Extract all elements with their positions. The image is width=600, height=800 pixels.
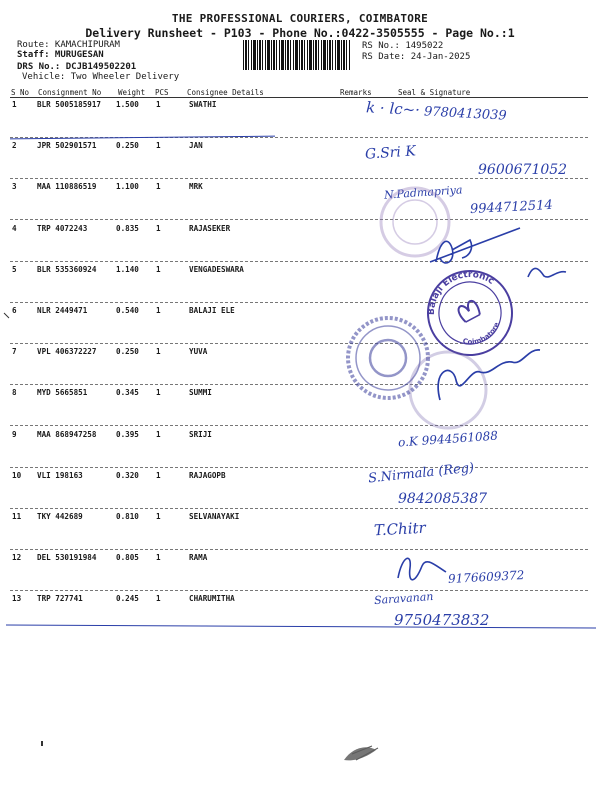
- signature-row2a: G.Sri K: [364, 143, 417, 163]
- row-consignment-no: BLR 535360924: [37, 264, 97, 274]
- margin-dot: [41, 741, 43, 746]
- row-sno: 4: [12, 223, 17, 233]
- row-sno: 3: [12, 182, 17, 192]
- phone-row9: o.K 9944561088: [397, 428, 499, 450]
- row-consignee: RAJAGOPB: [189, 470, 226, 480]
- row-consignment-no: NLR 2449471: [37, 306, 88, 315]
- row-consignee: RAJASEKER: [189, 223, 231, 233]
- row-sno: 1: [12, 100, 17, 109]
- phone-row2: 9600671052: [478, 162, 568, 178]
- signature-row3a: N.Padmapriya: [383, 183, 463, 202]
- col-remarks: Remarks: [340, 88, 372, 97]
- row-weight: 0.395: [116, 429, 139, 439]
- row-consignee: BALAJI ELE: [189, 306, 235, 315]
- signature-row1: k · lc~· 9780413039: [365, 98, 508, 124]
- row-weight: 1.100: [116, 182, 139, 192]
- row-weight: 0.245: [116, 594, 139, 604]
- row-consignee: SRIJI: [189, 429, 212, 439]
- row-consignee: JAN: [189, 141, 203, 151]
- row-consignee: SWATHI: [189, 100, 217, 109]
- margin-mark: [4, 313, 9, 318]
- row-sno: 6: [12, 306, 17, 315]
- drs-number: DRS No.: DCJB149502201: [17, 62, 137, 72]
- row-sno: 7: [12, 347, 17, 357]
- row-consignee: SUMMI: [189, 388, 212, 398]
- row-sno: 2: [12, 141, 17, 151]
- row-consignment-no: VLI 198163: [37, 470, 83, 480]
- faded-stamp-row8: [410, 352, 486, 428]
- signature-row12: [398, 558, 446, 579]
- phone-row12: 9176609372: [447, 568, 525, 586]
- row-weight: 0.810: [116, 512, 139, 521]
- ink-smudge: [344, 746, 378, 760]
- row-consignment-no: TKY 442689: [37, 512, 83, 521]
- row-sno: 8: [12, 388, 17, 398]
- route-label: Route: KAMACHIPURAM: [17, 40, 120, 50]
- row-consignment-no: MYD 5665851: [37, 388, 88, 398]
- row-consignment-no: JPR 502901571: [37, 141, 97, 151]
- signature-row11: T.Chitr: [373, 518, 427, 540]
- col-weight: Weight: [118, 88, 146, 97]
- row-consignment-no: TRP 4072243: [37, 223, 88, 233]
- company-title: THE PROFESSIONAL COURIERS, COIMBATORE: [171, 12, 429, 25]
- row-consignee: YUVA: [189, 347, 208, 357]
- row-weight: 0.250: [116, 141, 139, 151]
- signature-row13: Saravanan: [373, 589, 434, 608]
- faded-stamp-row3: [381, 188, 449, 256]
- row-pcs: 1: [156, 182, 161, 192]
- row-consignment-no: DEL 530191984: [37, 553, 97, 563]
- svg-text:Coimbatore: Coimbatore: [461, 321, 502, 347]
- row-pcs: 1: [156, 512, 161, 521]
- row-consignee: RAMA: [189, 553, 208, 563]
- signature-row7: [438, 350, 540, 400]
- row-pcs: 1: [156, 470, 161, 480]
- row-consignee: MRK: [189, 182, 203, 192]
- row-pcs: 1: [156, 306, 161, 315]
- staff-label: Staff: MURUGESAN: [17, 50, 104, 60]
- row-pcs: 1: [156, 141, 161, 151]
- vehicle-label: Vehicle: Two Wheeler Delivery: [22, 72, 180, 82]
- row-weight: 0.320: [116, 470, 139, 480]
- row-consignee: SELVANAYAKI: [189, 512, 240, 521]
- row-pcs: 1: [156, 223, 161, 233]
- row-pcs: 1: [156, 388, 161, 398]
- row-weight: 1.140: [116, 264, 139, 274]
- row-weight: 0.250: [116, 347, 139, 357]
- row-consignment-no: TRP 727741: [37, 594, 83, 604]
- row-consignee: VENGADESWARA: [189, 264, 244, 274]
- runsheet-subtitle: Delivery Runsheet - P103 - Phone No.:0422-3505555 - Page No.:1: [85, 26, 515, 40]
- row-consignee: CHARUMITHA: [189, 594, 235, 604]
- row-pcs: 1: [156, 347, 161, 357]
- row-weight: 1.500: [116, 100, 139, 109]
- phone-row3: 9944712514: [469, 197, 554, 218]
- row-consignment-no: MAA 110886519: [37, 182, 97, 192]
- row-sno: 10: [12, 470, 22, 480]
- round-seal-stamp: [348, 318, 428, 398]
- rs-number: RS No.: 1495022: [362, 41, 444, 51]
- signature-row10: S.Nirmala (Reg): [367, 460, 475, 487]
- row-weight: 0.540: [116, 306, 139, 315]
- row-pcs: 1: [156, 100, 161, 109]
- row-weight: 0.835: [116, 223, 139, 233]
- col-sno: S No: [11, 88, 30, 97]
- row-pcs: 1: [156, 429, 161, 439]
- col-consignee: Consignee Details: [187, 88, 264, 97]
- row-consignment-no: MAA 868947258: [37, 429, 97, 439]
- row-weight: 0.345: [116, 388, 139, 398]
- svg-text:Balaji Electronic: Balaji Electronic: [426, 269, 496, 316]
- row-pcs: 1: [156, 594, 161, 604]
- signature-row5: [528, 268, 566, 277]
- rs-date: RS Date: 24-Jan-2025: [362, 52, 471, 62]
- row-sno: 12: [12, 553, 22, 563]
- signature-row4: [430, 228, 520, 263]
- row-sno: 11: [12, 512, 22, 521]
- row-pcs: 1: [156, 553, 161, 563]
- phone-row13: 9750473832: [394, 611, 490, 629]
- row-weight: 0.805: [116, 553, 139, 563]
- row-sno: 5: [12, 264, 17, 274]
- col-pcs: PCS: [155, 88, 169, 97]
- row-sno: 13: [12, 594, 22, 604]
- phone-row10: 9842085387: [398, 491, 488, 507]
- row-pcs: 1: [156, 264, 161, 274]
- col-seal-signature: Seal & Signature: [398, 88, 471, 97]
- col-consignment: Consignment No: [38, 88, 102, 97]
- row-sno: 9: [12, 429, 17, 439]
- row-consignment-no: BLR 5005185917: [37, 100, 102, 109]
- row-consignment-no: VPL 406372227: [37, 347, 97, 357]
